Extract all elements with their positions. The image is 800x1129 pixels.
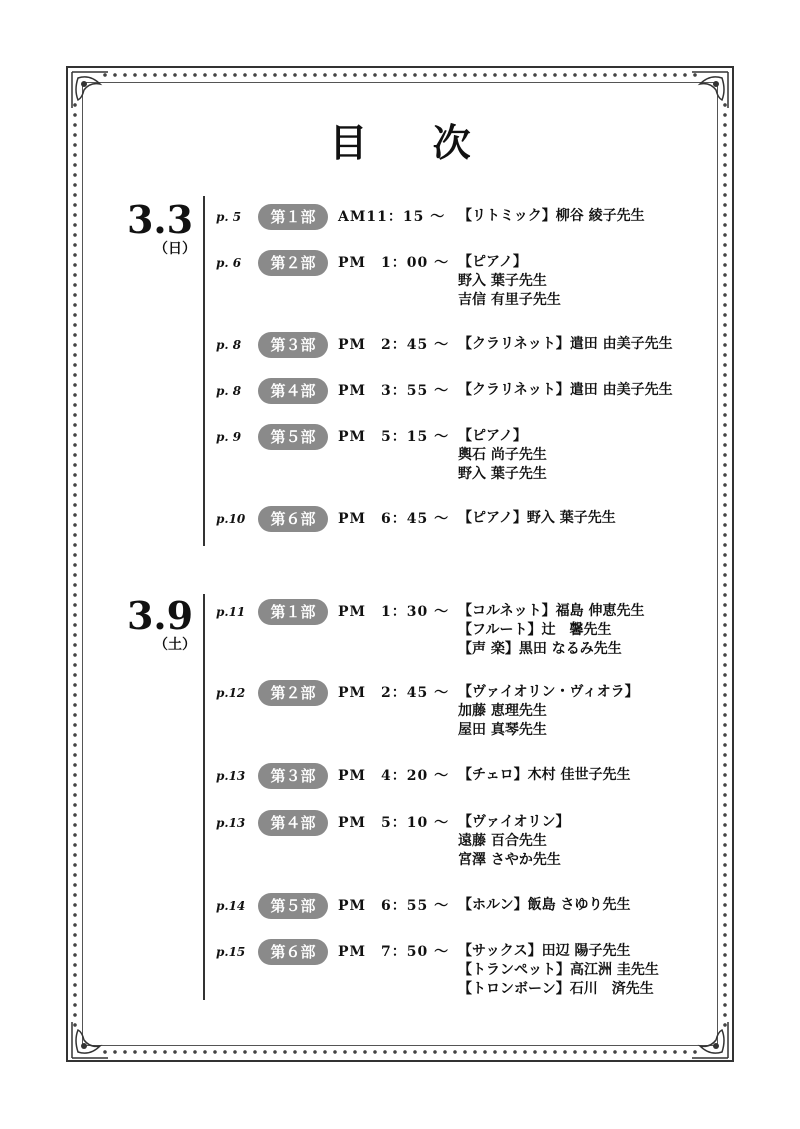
start-time: PM 1：00 ～ xyxy=(338,255,450,271)
start-time: AM11：15 ～ xyxy=(338,209,446,225)
part-badge: 第４部 xyxy=(258,378,328,404)
page-number: p. 6 xyxy=(216,256,242,270)
day-date: 3.3 xyxy=(126,197,194,242)
performer-line: 【ホルン】飯島 さゆり先生 xyxy=(458,897,631,913)
performer-line: 【フルート】辻 馨先生 xyxy=(458,622,612,638)
performer-line: 【トランペット】高江洲 圭先生 xyxy=(458,962,659,978)
page-number: p. 8 xyxy=(216,338,242,352)
corner-ornament-top-right xyxy=(690,70,730,110)
part-badge: 第２部 xyxy=(258,680,328,706)
performer-line: 【声 楽】黒田 なるみ先生 xyxy=(458,641,622,657)
part-badge: 第１部 xyxy=(258,599,328,625)
performer-line: 【ピアノ】 xyxy=(458,254,527,270)
border-pattern-bottom xyxy=(100,1047,700,1057)
day-date: 3.9 xyxy=(126,593,194,638)
start-time: PM 5：10 ～ xyxy=(338,815,450,831)
page-number: p.15 xyxy=(216,945,246,959)
performer-line: 【コルネット】福島 伸恵先生 xyxy=(458,603,645,619)
page-number: p.14 xyxy=(216,899,246,913)
performer-lines xyxy=(458,602,718,659)
performer-lines xyxy=(458,896,718,915)
day-weekday: （土） xyxy=(154,637,196,653)
part-badge: 第６部 xyxy=(258,506,328,532)
page-number: p. 8 xyxy=(216,384,242,398)
corner-ornament-bottom-right xyxy=(690,1020,730,1060)
timeline-divider xyxy=(203,594,205,1000)
performer-line: 【ヴァイオリン・ヴィオラ】 xyxy=(458,684,639,700)
performer-lines xyxy=(458,683,718,740)
page-number: p. 5 xyxy=(216,210,242,224)
performer-line: 【クラリネット】遣田 由美子先生 xyxy=(458,382,673,398)
page-number: p.10 xyxy=(216,512,246,526)
page-title: 目 次 xyxy=(329,120,497,165)
start-time: PM 2：45 ～ xyxy=(338,685,450,701)
part-badge: 第３部 xyxy=(258,332,328,358)
start-time: PM 7：50 ～ xyxy=(338,944,450,960)
border-pattern-right xyxy=(720,100,730,1030)
timeline-divider xyxy=(203,196,205,546)
performer-line: 【サックス】田辺 陽子先生 xyxy=(458,943,631,959)
start-time: PM 5：15 ～ xyxy=(338,429,450,445)
performer-line: 【チェロ】木村 佳世子先生 xyxy=(458,767,631,783)
day-weekday: （日） xyxy=(154,241,196,257)
performer-line: 吉信 有里子先生 xyxy=(458,292,561,308)
part-badge: 第５部 xyxy=(258,424,328,450)
performer-lines xyxy=(458,427,718,484)
performer-line: 遠藤 百合先生 xyxy=(458,833,547,849)
performer-line: 野入 葉子先生 xyxy=(458,273,547,289)
start-time: PM 2：45 ～ xyxy=(338,337,450,353)
part-badge: 第５部 xyxy=(258,893,328,919)
performer-line: 宮澤 さやか先生 xyxy=(458,852,561,868)
performer-line: 屋田 真琴先生 xyxy=(458,722,547,738)
part-badge: 第１部 xyxy=(258,204,328,230)
start-time: PM 6：45 ～ xyxy=(338,511,450,527)
performer-line: 【クラリネット】遣田 由美子先生 xyxy=(458,336,673,352)
performer-line: 【リトミック】柳谷 綾子先生 xyxy=(458,208,645,224)
performer-lines xyxy=(458,335,718,354)
performer-line: 【ピアノ】 xyxy=(458,428,527,444)
page-number: p.13 xyxy=(216,816,246,830)
start-time: PM 1：30 ～ xyxy=(338,604,450,620)
corner-ornament-top-left xyxy=(70,70,110,110)
start-time: PM 6：55 ～ xyxy=(338,898,450,914)
part-badge: 第２部 xyxy=(258,250,328,276)
performer-line: 【ヴァイオリン】 xyxy=(458,814,570,830)
performer-lines xyxy=(458,253,718,310)
performer-lines xyxy=(458,207,718,226)
part-badge: 第４部 xyxy=(258,810,328,836)
border-pattern-left xyxy=(70,100,80,1030)
performer-lines xyxy=(458,942,718,999)
performer-line: 輿石 尚子先生 xyxy=(458,447,547,463)
corner-ornament-bottom-left xyxy=(70,1020,110,1060)
page-number: p.12 xyxy=(216,686,246,700)
part-badge: 第６部 xyxy=(258,939,328,965)
page-number: p.13 xyxy=(216,769,246,783)
performer-line: 野入 葉子先生 xyxy=(458,466,547,482)
part-badge: 第３部 xyxy=(258,763,328,789)
start-time: PM 3：55 ～ xyxy=(338,383,450,399)
performer-line: 【ピアノ】野入 葉子先生 xyxy=(458,510,616,526)
performer-lines xyxy=(458,813,718,870)
performer-line: 加藤 恵理先生 xyxy=(458,703,547,719)
performer-lines xyxy=(458,766,718,785)
page-number: p. 9 xyxy=(216,430,242,444)
performer-line: 【トロンボーン】石川 済先生 xyxy=(458,981,654,997)
performer-lines xyxy=(458,509,718,528)
start-time: PM 4：20 ～ xyxy=(338,768,450,784)
border-pattern-top xyxy=(100,70,700,80)
performer-lines xyxy=(458,381,718,400)
page-number: p.11 xyxy=(216,605,246,619)
